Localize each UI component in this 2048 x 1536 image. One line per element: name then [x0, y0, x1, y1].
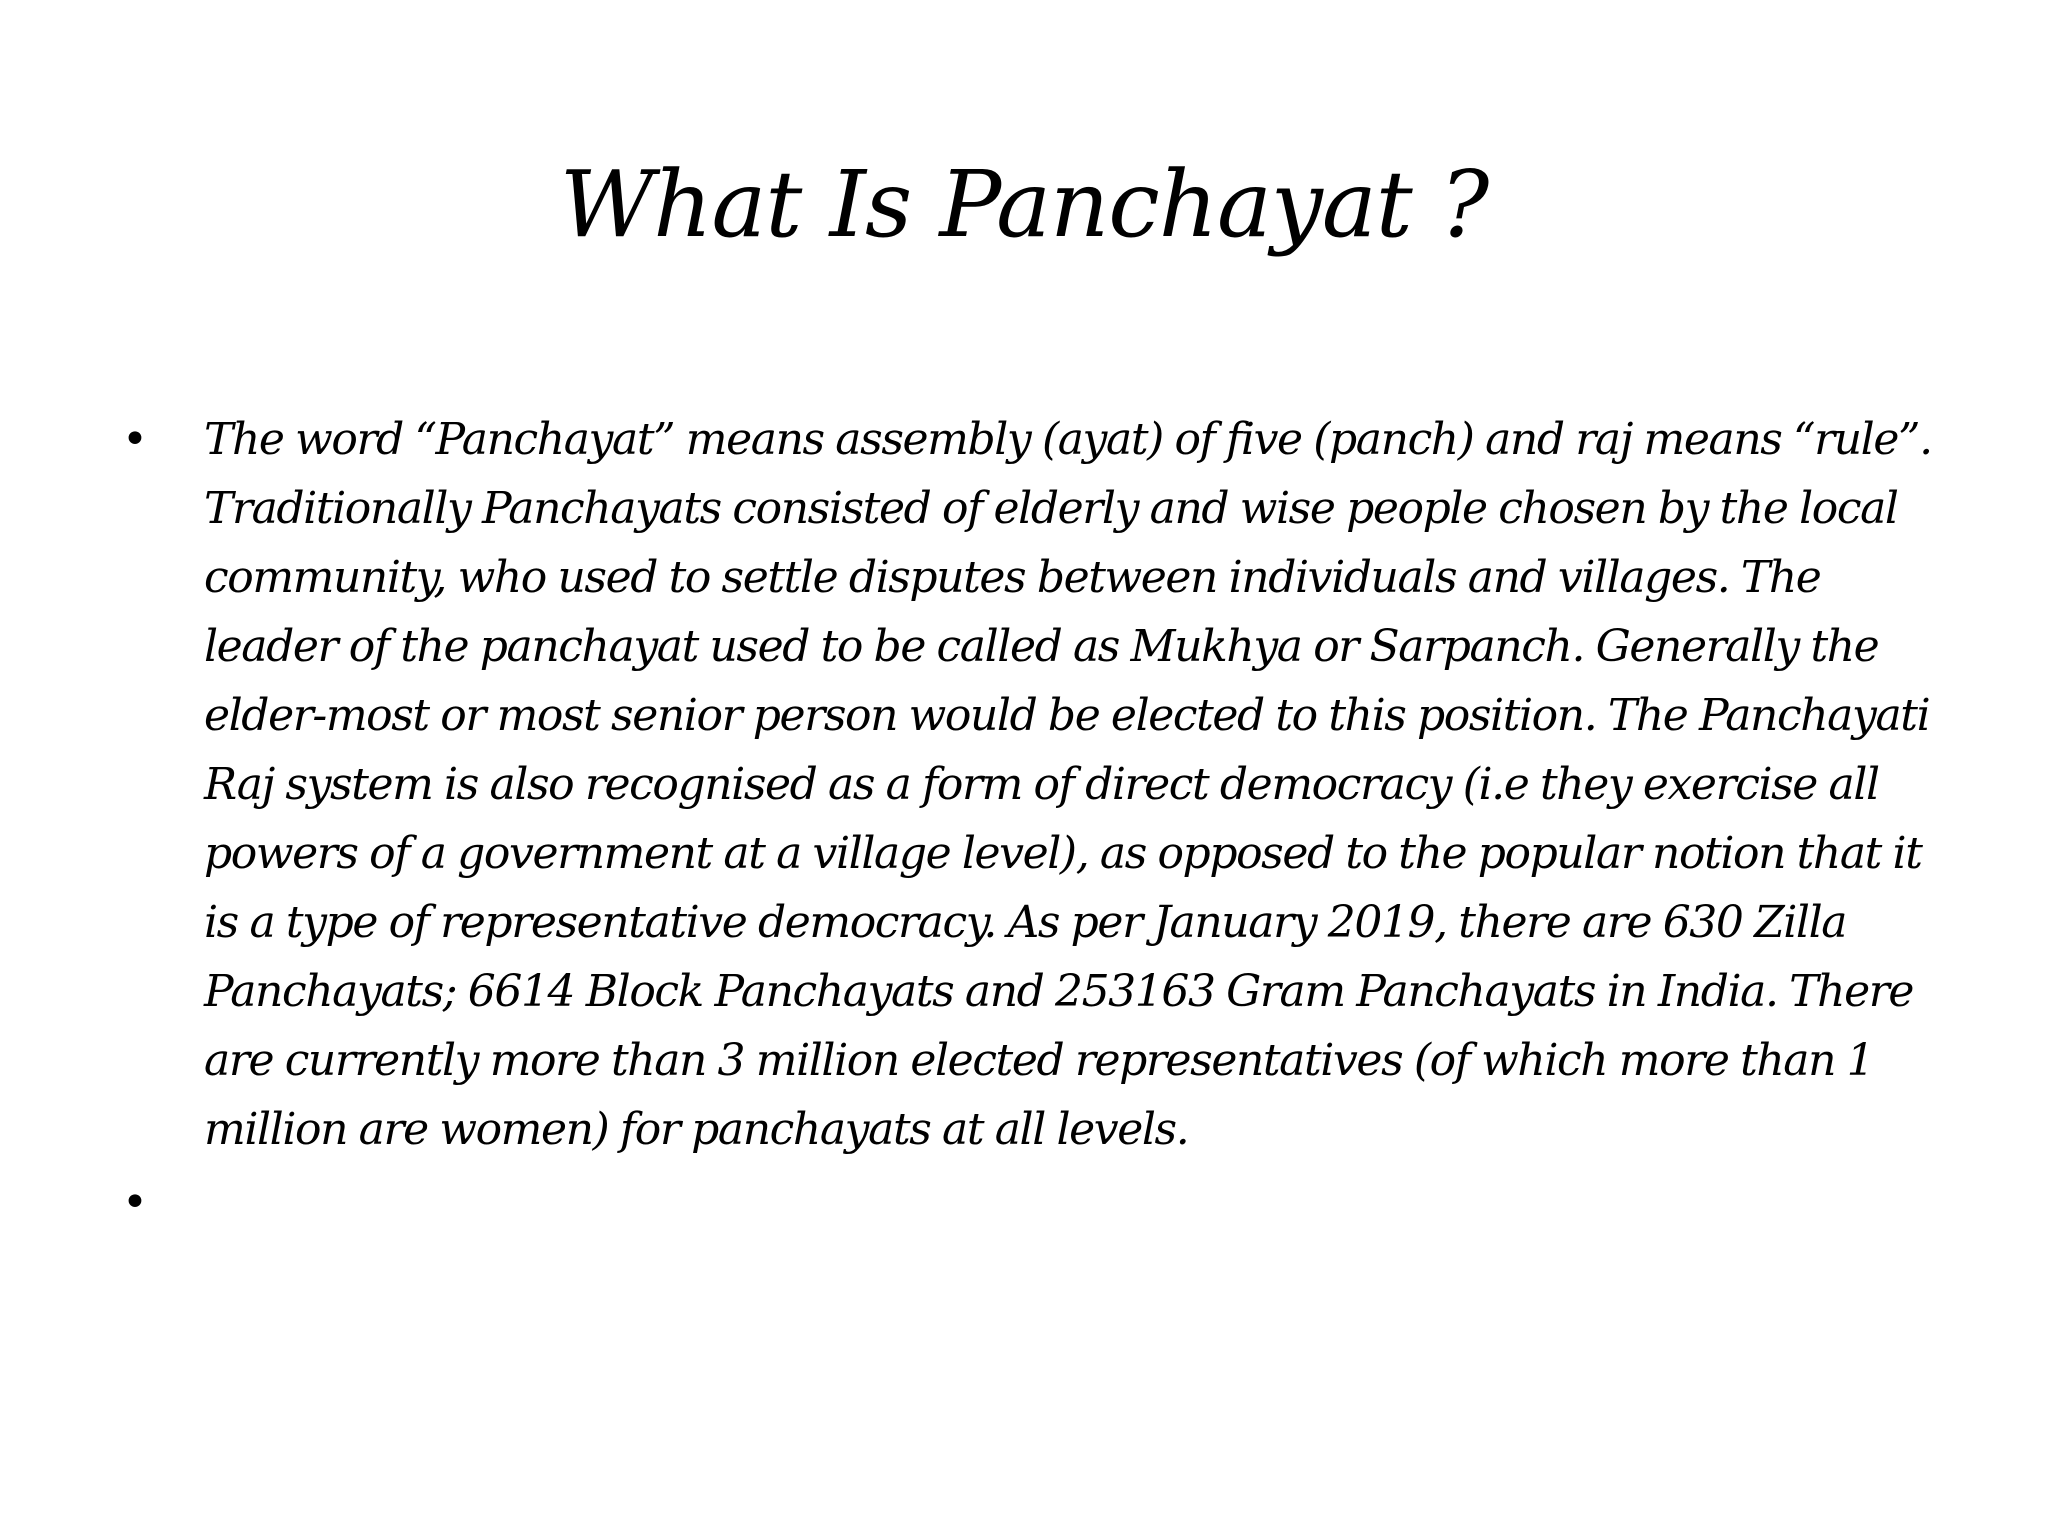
slide-title: What Is Panchayat ?	[559, 151, 1489, 258]
bullet-icon: •	[122, 1177, 148, 1228]
bullet-list	[120, 405, 1950, 1237]
bullet-item	[120, 405, 1950, 1164]
bullet-icon: •	[122, 414, 148, 465]
bullet-item	[120, 1168, 1950, 1237]
bullet-text: The word “Panchayat” means assembly (ayat) of five (panch) and raj means “rule”. Traditionally Panchayats consisted of elderly and wise people chosen by the local community, who used to settle disputes between individuals and villages. The leader of the panchayat used to be called as Mukhya or Sarpanch. Generally the elder-most or most senior person would be elected to this position. The Panchayati Raj system is also recognised as a form of direct democracy (i.e they exercise all powers of a government at a village level), as opposed to the popular notion that it is a type of representative democracy. As per January 2019, there are 630 Zilla Panchayats; 6614 Block Panchayats and 253163 Gram Panchayats in India. There are currently more than 3 million elected representatives (of which more than 1 million are women) for panchayats at all levels.	[204, 414, 1932, 1155]
